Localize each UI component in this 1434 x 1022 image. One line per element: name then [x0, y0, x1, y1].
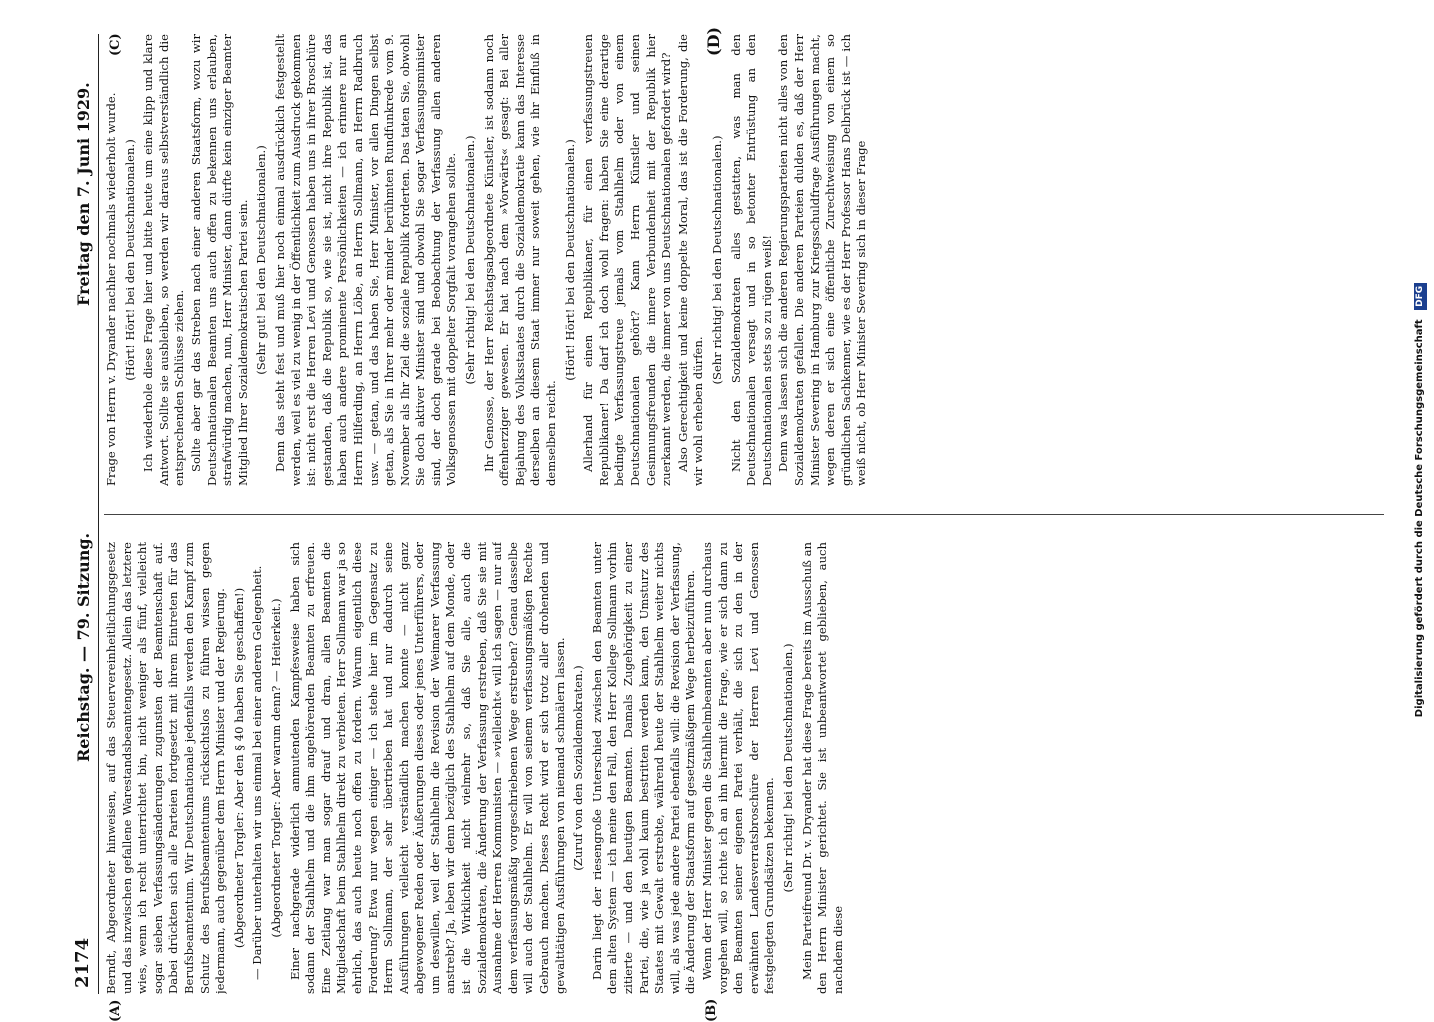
paragraph: Denn was lassen sich die anderen Regierungsparteien nicht alles von den Sozialdemokraten gefallen. Die anderen Parteien dulden es, daß der Herr Minister Severing in Hamburg zur Kriegsschuldfrage Ausführungen macht, wegen deren er sich eine öffentliche Zurechtweisung von einem so gründlichen Sachkenner, wie es der Herr Professor Hans Delbrück ist — ich weiß nicht, ob Herr Minister Severing sich in dieser Frage: [776, 34, 869, 486]
header-rule: [98, 34, 99, 994]
page-header: [64, 34, 104, 994]
funding-note: [1410, 10, 1430, 990]
margin-marker-d: (D): [704, 26, 723, 56]
paragraph: Mein Parteifreund Dr. v. Dryander hat diese Frage bereits im Ausschuß an den Herrn Minister gerichtet. Sie ist unbeantwortet geblieben, auch nachdem diese: [799, 542, 845, 994]
paragraph: Einer nachgerade widerlich anmutenden Kampfesweise haben sich sodann der Stahlhelm und die ihm angehörenden Beamten zu erfreuen. Eine Zeitlang war man sogar drauf und dran, allen Beamten die Mitgliedschaft beim Stahlhelm direkt zu verbieten. Herr Sollmann war ja so ehrlich, das auch heute noch offen zu fordern. Warum eigentlich diese Forderung? Etwa nur wegen einiger — ich stehe hier im Gegensatz zu Herrn Sollmann, der sehr übertrieben hat und nur dadurch seine Ausführungen vielleicht verständlich machen konnte — nicht ganz abgewogener Reden oder Äußerungen dieses oder jenes Unterführers, oder um deswillen, weil der Stahlhelm die Revision der Weimarer Verfassung anstrebt? Ja, leben wir denn bezüglich des Stahlhelm auf dem Monde, oder ist die Wirklichkeit nicht vielmehr so, daß Sie alle, auch die Sozialdemokraten, die Änderung der Verfassung erstreben, daß Sie sie mit Ausnahme der Herren Kommunisten — »vielleicht« will ich sagen — nur auf dem verfassungsmäßig vorgeschriebenen Wege erstreben? Genau dasselbe will auch der Stahlhelm. Er will von seinem verfassungsmäßigen Rechte Gebrauch machen. Dieses Recht wird er sich trotz aller drohenden und gewalttätigen Ausführungen von niemand schmälern lassen.: [287, 542, 567, 994]
interjection: (Sehr richtig! bei den Deutschnationalen.): [709, 135, 724, 385]
margin-marker-c: (C): [108, 33, 123, 56]
paragraph: Darin liegt der riesengroße Unterschied zwischen den Beamten unter dem alten System — ich meine den Fall, den Herr Kollege Sollmann vorhin zitierte — und den heutigen Beamten. Damals Zugehörigkeit zu einer Partei, die, wie ja wohl kaum bestritten werden kann, den Umsturz des Staates mit Gewalt erstrebte, während heute der Stahlhelm weiter nichts will, als was jede andere Partei ebenfalls will: die Revision der Verfassung, die Änderung der Staatsform auf gesetzmäßigem Wege herbeizuführen.: [589, 542, 698, 994]
interjection: (Hört! Hört! bei den Deutschnationalen.): [122, 139, 137, 381]
dfg-logo: DFG: [1414, 283, 1427, 310]
page-number: 2174: [72, 937, 93, 988]
paragraph: — Darüber unterhalten wir uns einmal bei einer anderen Gelegenheit.: [250, 565, 265, 980]
interjection: (Hört! Hört! bei den Deutschnationalen.): [562, 139, 577, 381]
margin-marker-b: (B): [704, 998, 719, 1022]
right-column: [104, 34, 1384, 486]
interjection: (Sehr richtig! bei den Deutschnationalen.): [463, 135, 478, 385]
paragraph: Ich wiederhole diese Frage hier und bitte heute um eine klipp und klare Antwort. Sollte sie ausbleiben, so werden wir daraus selbstverständlich die entsprechenden Schlüsse ziehen.: [141, 34, 187, 486]
document-page: [64, 26, 1400, 1022]
interjection: (Zuruf von den Sozialdemokraten.): [571, 665, 586, 871]
interjection: (Abgeordneter Torgler: Aber den § 40 haben Sie geschaffen!): [231, 587, 246, 949]
left-column: [104, 542, 1384, 994]
interjection: (Abgeordneter Torgler: Aber warum denn? — Heiterkeit.): [268, 598, 283, 938]
interjection: (Sehr richtig! bei den Deutschnationalen.): [780, 643, 795, 893]
paragraph: Wenn der Herr Minister gegen die Stahlhelmbeamten aber nun durchaus vorgehen will, so richte ich an ihn hiermit die Frage, wie er sich dann zu den Beamten seiner eigenen Partei verhält, die sich zu den in der erwähnten Landesverratsbroschüre der Herren Levi und Genossen festgelegten Grundsätzen bekennen.: [699, 542, 777, 994]
paragraph: Denn das steht fest und muß hier noch einmal ausdrücklich festgestellt werden, weil es viel zu wenig in der Öffentlichkeit zum Ausdruck gekommen ist: nicht erst die Herren Levi und Genossen haben uns in ihrer Broschüre gestanden, daß die Republik so, wie sie ist, nicht ihre Republik ist, das haben auch andere prominente Persönlichkeiten — ich erinnere nur an Herrn Hilferding, an Herrn Löbe, an Herrn Sollmann, an Herrn Radbruch usw. — getan, und das haben Sie, Herr Minister, vor allen Dingen selbst getan, als Sie in Ihrer mehr oder minder berühmten Rundfunkrede vom 9. November als Ihr Ziel die soziale Republik forderten. Das taten Sie, obwohl Sie doch aktiver Minister sind und obwohl Sie sogar Verfassungsminister sind, der doch gerade bei Beobachtung der Verfassung allen anderen Volksgenossen mit doppelter Sorgfalt vorangehen sollte.: [272, 34, 459, 486]
session-date: Freitag den 7. Juni 1929.: [74, 82, 93, 306]
margin-marker-a: (A): [108, 999, 123, 1022]
interjection: (Sehr gut! bei den Deutschnationalen.): [254, 145, 269, 375]
paragraph: Nicht den Sozialdemokraten alles gestatten, was man den Deutschnationalen versagt und in so betonter Entrüstung an den Deutschnationalen stets so zu rügen weiß!: [728, 34, 774, 486]
paragraph: Sollte aber gar das Streben nach einer anderen Staatsform, wozu wir Deutschnationalen Beamten uns auch offen zu bekennen uns erlauben, strafwürdig machen, nun, Herr Minister, dann dürfte kein einziger Beamter Mitglied Ihrer Sozialdemokratischen Partei sein.: [188, 34, 250, 486]
column-divider: [104, 514, 1384, 515]
running-title: Reichstag. — 79. Sitzung.: [74, 532, 93, 762]
paragraph: Frage von Herrn v. Dryander nachher nochmals wiederholt wurde.: [104, 92, 118, 486]
paragraph: Berndt, Abgeordneter hinweisen, auf das Steuervereinheitlichungsgesetz und das inzwischen gefallene Warestandsbeamtengesetz. Allein das letztere wies, wenn ich recht unterrichtet bin, nicht weniger als fünf, vielleicht sogar sieben Verfassungsänderungen zugunsten der Beamtenschaft auf. Dabei drückten sich alle Parteien fortgesetzt mit ihrem Eintreten für das Berufsbeamtentum. Wir Deutschnationale jedenfalls werden den Kampf zum Schutz des Berufsbeamtentums rücksichtslos zu führen wissen gegen jedermann, auch gegenüber dem Herrn Minister und der Regierung.: [104, 542, 228, 994]
paragraph: Ihr Genosse, der Herr Reichstagsabgeordnete Künstler, ist sodann noch offenherziger gewesen. Er hat nach dem »Vorwärts« gesagt: Bei aller Bejahung des Volksstaates durch die Sozialdemokratie kann das Interesse derselben an diesem Staat immer nur soweit gehen, wie ihr Einfluß in demselben reicht.: [481, 34, 559, 486]
paragraph: Also Gerechtigkeit und keine doppelte Moral, das ist die Forderung, die wir wohl erheben dürfen.: [675, 34, 706, 486]
funding-note-text: Digitalisierung gefördert durch die Deutsche Forschungsgemeinschaft: [1414, 319, 1425, 718]
paragraph: Allerhand für einen Republikaner, für einen verfassungstreuen Republikaner! Da darf ich doch wohl fragen: haben Sie eine derartige bedingte Verfassungstreue jemals vom Stahlhelm oder von einem Deutschnationalen gehört? Kann Herrn Künstler und seinen Gesinnungsfreunden die innere Verbundenheit mit der Republik hier zuerkannt werden, die immer von uns Deutschnationalen gefordert wird?: [581, 34, 674, 486]
